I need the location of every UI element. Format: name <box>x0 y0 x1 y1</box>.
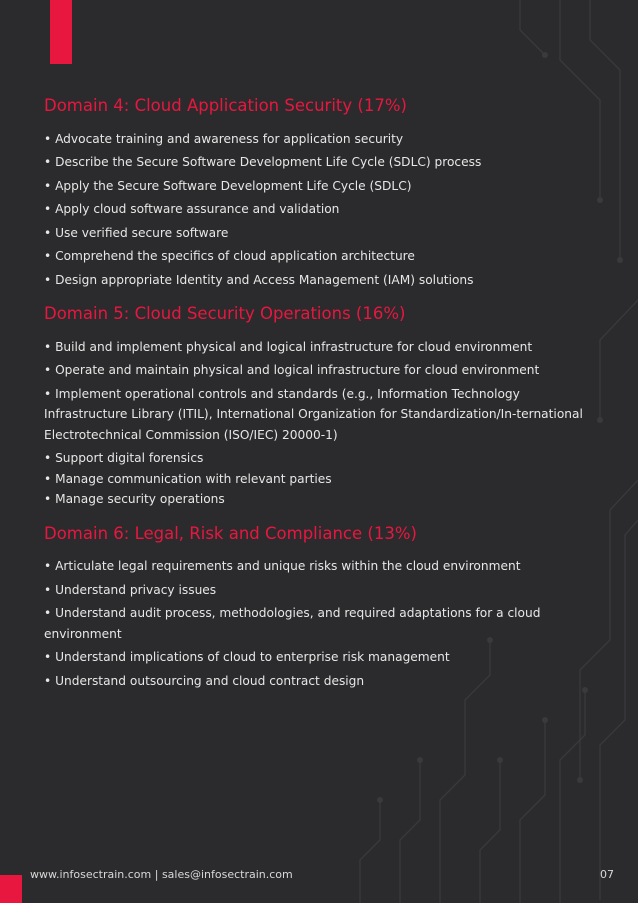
bullet-list <box>44 337 604 510</box>
top-accent-bar <box>50 0 72 64</box>
list-item: • Understand privacy issues <box>44 582 217 597</box>
domain-6-section <box>44 524 604 692</box>
domain-5-section <box>44 304 604 510</box>
page-number: 07 <box>600 868 614 881</box>
list-item: • Advocate training and awareness for application security <box>44 131 404 146</box>
page-footer <box>30 868 614 881</box>
list-item: • Operate and maintain physical and logical infrastructure for cloud environment <box>44 363 540 378</box>
list-item: • Understand implications of cloud to enterprise risk management <box>44 650 450 665</box>
list-item: • Comprehend the specifics of cloud application architecture <box>44 249 415 264</box>
section-heading: Domain 4: Cloud Application Security (17%) <box>44 96 407 115</box>
list-item: • Design appropriate Identity and Access Management (IAM) solutions <box>44 272 474 287</box>
domain-4-section <box>44 96 604 290</box>
section-heading: Domain 6: Legal, Risk and Compliance (13%) <box>44 523 417 543</box>
list-item: • Apply the Secure Software Development Life Cycle (SDLC) <box>44 178 412 193</box>
main-content <box>44 96 604 705</box>
bottom-accent-bar <box>0 875 22 903</box>
list-item: • Support digital forensics <box>44 451 204 466</box>
section-heading: Domain 5: Cloud Security Operations (16%) <box>44 304 406 324</box>
list-item: • Describe the Secure Software Development Life Cycle (SDLC) process <box>44 155 482 170</box>
list-item: • Articulate legal requirements and unique risks within the cloud environment <box>44 559 521 574</box>
bullet-list <box>44 556 604 691</box>
bullet-list <box>44 129 604 291</box>
list-item: • Manage communication with relevant parties <box>44 471 332 486</box>
list-item: • Understand outsourcing and cloud contract design <box>44 673 365 688</box>
list-item: • Use verified secure software <box>44 225 229 240</box>
list-item: • Manage security operations <box>44 492 225 507</box>
list-item: • Apply cloud software assurance and validation <box>44 202 340 217</box>
footer-contact: www.infosectrain.com | sales@infosectrain.com <box>30 868 293 881</box>
list-item: • Build and implement physical and logical infrastructure for cloud environment <box>44 339 533 354</box>
list-item: • Understand audit process, methodologies, and required adaptations for a cloud environment <box>44 606 541 641</box>
list-item: • Implement operational controls and standards (e.g., Information Technology Infrastructure Library (ITIL), International Organization for Standardization/In-ternational Electrotechnical Commission (ISO/IEC) 20000-1) <box>44 386 583 442</box>
